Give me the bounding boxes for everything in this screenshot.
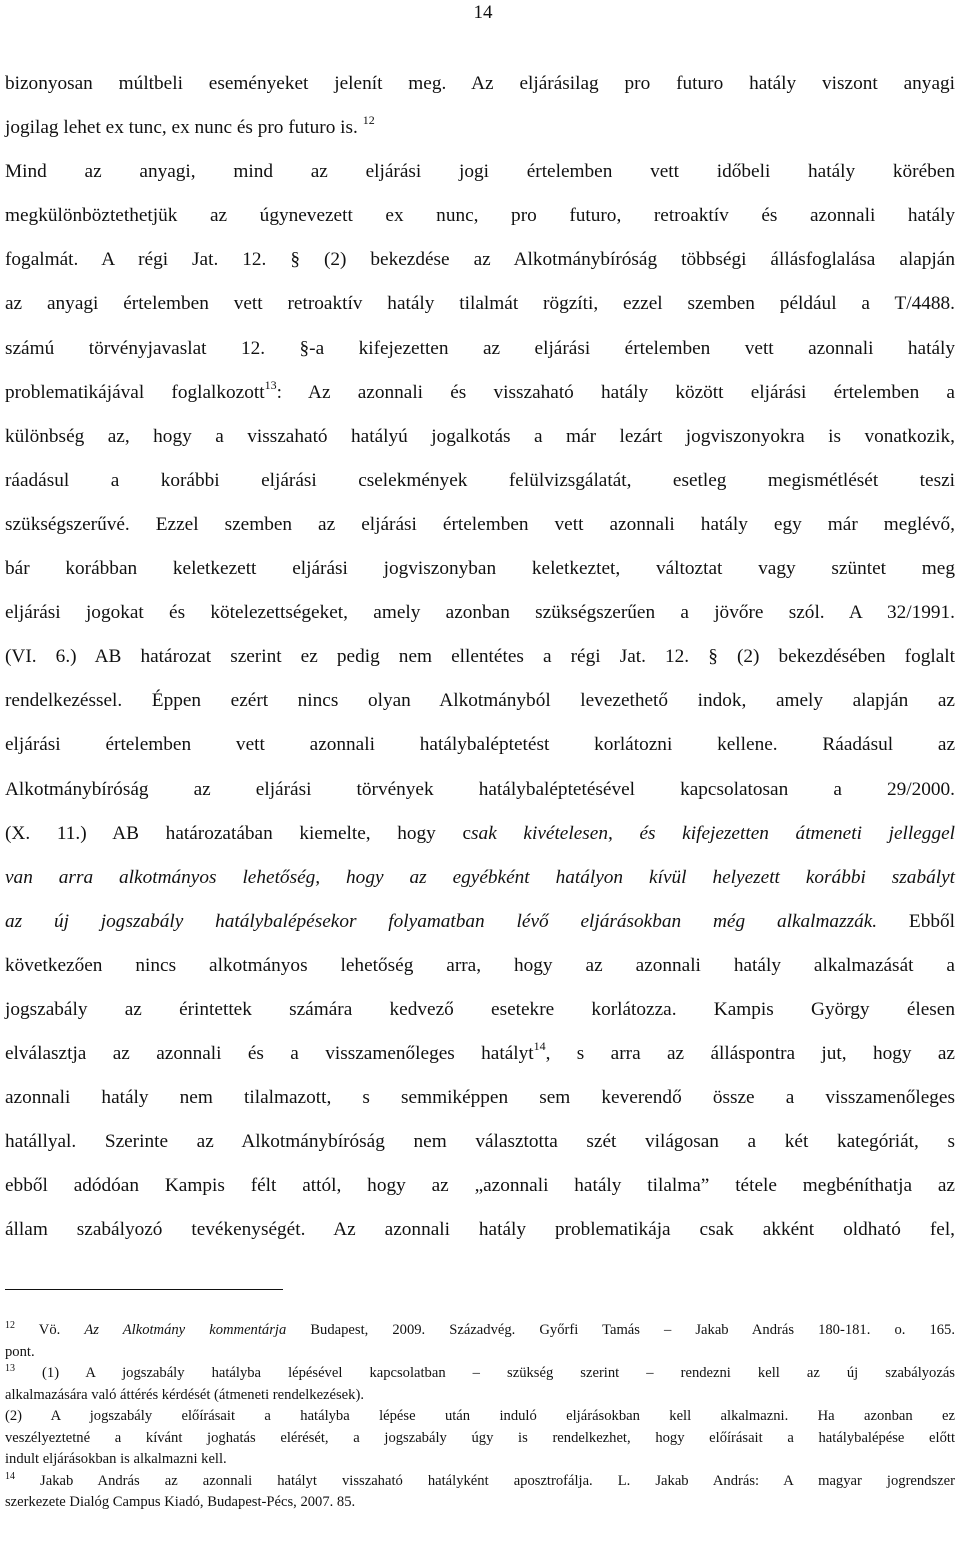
body-line [5, 679, 955, 723]
text-run: eljárási értelemben vett azonnali hatálybaléptetést korlátozni kellene. Ráadásul az [5, 734, 955, 756]
body-line [5, 62, 955, 106]
text-run: fogalmát. A régi Jat. 12. § (2) bekezdése az Alkotmánybíróság többségi állásfoglalása alapján [5, 249, 955, 271]
text-run: , s arra az álláspontra jut, hogy az [545, 1043, 955, 1065]
body-line [5, 988, 955, 1032]
text-run: (VI. 6.) AB határozat szerint ez pedig nem ellentétes a régi Jat. 12. § (2) bekezdésében foglalt [5, 646, 955, 668]
body-line [5, 1076, 955, 1120]
body-line [5, 768, 955, 812]
body-line [5, 371, 955, 415]
footnotes [5, 1320, 955, 1514]
body-line [5, 415, 955, 459]
body-line [5, 150, 955, 194]
footnote-line [5, 1428, 955, 1450]
footnote-marker: 14 [5, 1470, 15, 1482]
body-line [5, 591, 955, 635]
body-line [5, 106, 955, 150]
footnote-line [5, 1471, 955, 1493]
body-line [5, 1120, 955, 1164]
text-run: Budapest, 2009. Századvég. Győrfi Tamás – Jakab András 180-181. o. 165. [286, 1322, 955, 1338]
body-line [5, 327, 955, 371]
footnote-line [5, 1492, 955, 1514]
text-run: Jakab András az azonnali hatályt visszaható hatályként aposztrofálja. L. Jakab András: A magyar jogrendszer [15, 1472, 955, 1489]
body-line [5, 547, 955, 591]
text-run: indult eljárásokban is alkalmazni kell. [5, 1451, 227, 1467]
body-line [5, 459, 955, 503]
text-run: szerkezete Dialóg Campus Kiadó, Budapest-Pécs, 2007. 85. [5, 1494, 356, 1510]
body-line [5, 282, 955, 326]
body-text [5, 62, 955, 1253]
text-run: bár korábban keletkezett eljárási jogviszonyban keletkeztet, változtat vagy szüntet meg [5, 558, 955, 580]
footnote-line [5, 1385, 955, 1407]
footnote-ref: 14 [533, 1039, 546, 1054]
text-run: Mind az anyagi, mind az eljárási jogi értelemben vett időbeli hatály körében [5, 161, 955, 183]
page-number: 14 [473, 2, 493, 23]
footnote-separator [5, 1289, 283, 1290]
body-line [5, 1208, 955, 1252]
body-line [5, 812, 955, 856]
body-line [5, 1164, 955, 1208]
text-run: rendelkezéssel. Éppen ezért nincs olyan Alkotmányból levezethető indok, amely alapján az [5, 690, 955, 712]
text-run: jogszabály az érintettek számára kedvező esetekre korlátozza. Kampis György élesen [5, 998, 955, 1020]
text-run: jogilag lehet ex tunc, ex nunc és pro futuro is. [5, 117, 363, 139]
text-run: pont. [5, 1343, 35, 1360]
text-run: különbség az, hogy a visszaható hatályú jogalkotás a már lezárt jogviszonyokra is vonatkozik, [5, 425, 955, 447]
body-line [5, 503, 955, 547]
footnote-line [5, 1406, 955, 1428]
body-line [5, 944, 955, 988]
text-run: Alkotmánybíróság az eljárási törvények hatálybaléptetésével kapcsolatosan a 29/2000. [5, 778, 955, 800]
text-run: eljárási jogokat és kötelezettségeket, amely azonban szükségszerűen a jövőre szól. A 32/1991. [5, 602, 955, 624]
text-run: állam szabályozó tevékenységét. Az azonnali hatály problematikája csak akként oldható fel, [5, 1219, 955, 1241]
footnote-line [5, 1342, 955, 1364]
footnote-ref: 12 [362, 113, 375, 128]
text-run: ebből adódóan Kampis félt attól, hogy az „azonnali hatály tilalma” tétele megbéníthatja az [5, 1175, 955, 1197]
text-run: (X. 11.) AB határozatában kiemelte, hogy c [5, 822, 472, 844]
body-line [5, 635, 955, 679]
body-line [5, 900, 955, 944]
italic-run: az új jogszabály hatálybalépésekor folyamatban lévő eljárásokban még alkalmazzák. [5, 910, 878, 932]
text-run: Ebből [877, 910, 955, 932]
text-run: : Az azonnali és visszaható hatály között eljárási értelemben a [276, 381, 955, 403]
text-run: következően nincs alkotmányos lehetőség arra, hogy az azonnali hatály alkalmazását a [5, 954, 955, 976]
italic-run: sak kivételesen, és kifejezetten átmeneti jelleggel [471, 822, 956, 844]
footnote-line [5, 1320, 955, 1342]
body-line [5, 723, 955, 767]
text-run: hatállyal. Szerinte az Alkotmánybíróság nem választotta szét világosan a két kategóriát, s [5, 1131, 955, 1153]
text-run: az anyagi értelemben vett retroaktív hatály tilalmát rögzíti, ezzel szemben például a T/4488. [5, 293, 955, 315]
footnote-line [5, 1449, 955, 1471]
text-run: (1) A jogszabály hatályba lépésével kapcsolatban – szükség szerint – rendezni kell az új szabályozás [15, 1365, 955, 1381]
footnote-marker: 13 [5, 1363, 15, 1374]
text-run: Vö. [15, 1322, 85, 1338]
italic-run: Az Alkotmány kommentárja [84, 1322, 287, 1338]
text-run: megkülönböztethetjük az úgynevezett ex nunc, pro futuro, retroaktív és azonnali hatály [5, 205, 955, 227]
footnote-marker: 12 [5, 1320, 15, 1331]
footnote-line [5, 1363, 955, 1385]
body-line [5, 1032, 955, 1076]
text-run: szükségszerűvé. Ezzel szemben az eljárási értelemben vett azonnali hatály egy már meglévő, [5, 513, 955, 535]
text-run: ráadásul a korábbi eljárási cselekmények felülvizsgálatát, esetleg megismétlését teszi [5, 469, 955, 491]
body-line [5, 194, 955, 238]
text-run: számú törvényjavaslat 12. §-a kifejezetten az eljárási értelemben vett azonnali hatály [5, 337, 955, 359]
text-run: (2) A jogszabály előírásait a hatályba lépése után induló eljárásokban kell alkalmazni. Ha azonban ez [5, 1408, 955, 1424]
text-run: alkalmazására való áttérés kérdését (átmeneti rendelkezések). [5, 1386, 364, 1403]
footnote-ref: 13 [264, 377, 277, 392]
text-run: bizonyosan múltbeli eseményeket jelenít meg. Az eljárásilag pro futuro hatály viszont anyagi [5, 73, 955, 94]
text-run: veszélyeztetné a kívánt joghatás elérését, a jogszabály úgy is rendelkezhet, hogy előírásait a hatálybalépése előtt [5, 1429, 955, 1446]
body-line [5, 238, 955, 282]
text-run: problematikájával foglalkozott [5, 381, 265, 403]
italic-run: van arra alkotmányos lehetőség, hogy az egyébként hatályon kívül helyezett korábbi szabályt [5, 866, 955, 888]
body-line [5, 856, 955, 900]
text-run: azonnali hatály nem tilalmazott, s semmiképpen sem keverendő össze a visszamenőleges [5, 1087, 955, 1109]
text-run: elválasztja az azonnali és a visszamenőleges hatályt [5, 1043, 534, 1065]
